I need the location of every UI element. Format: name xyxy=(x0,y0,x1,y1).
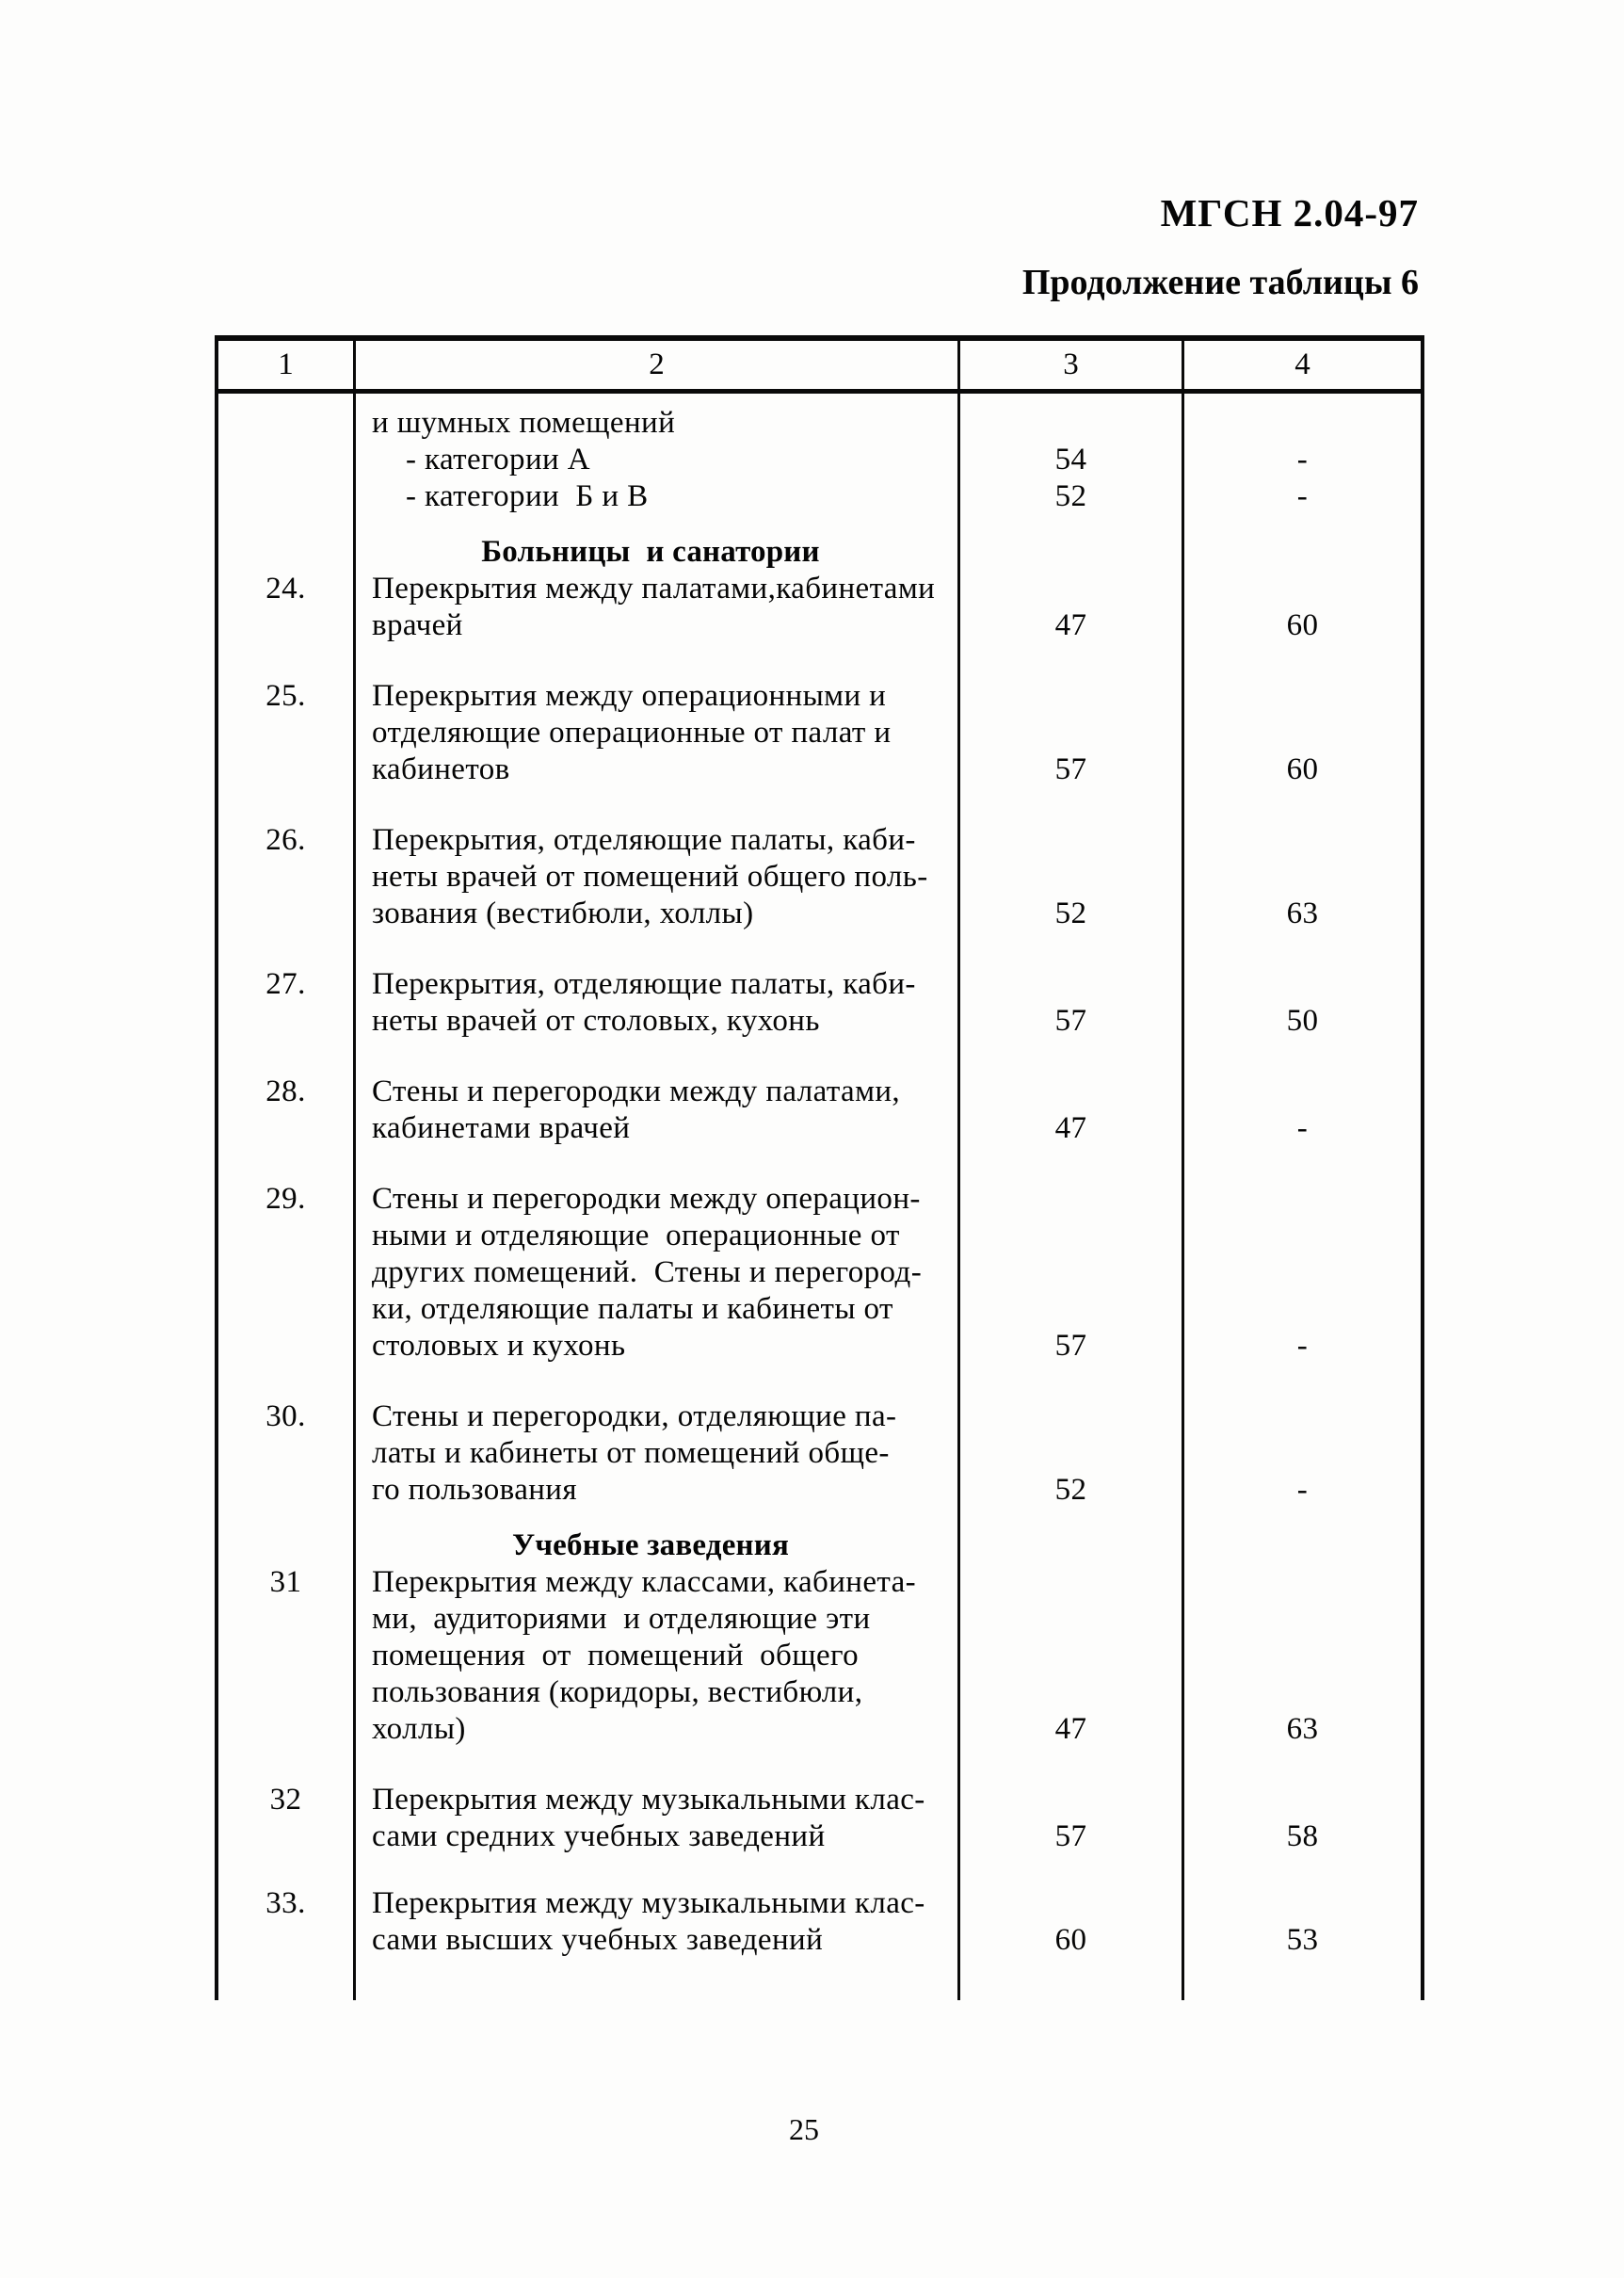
row-text-cell xyxy=(356,644,960,788)
row-text-line: - категории Б и В xyxy=(406,479,649,513)
value-col3: 54 xyxy=(1054,443,1087,477)
row-text-cell xyxy=(356,1855,960,1959)
row-text-line: ми, аудиториями и отделяющие эти xyxy=(372,1602,871,1636)
row-text-cell xyxy=(356,478,960,515)
row-text-cell xyxy=(356,932,960,1040)
row-text-line: Перекрытия между классами, кабинета- xyxy=(372,1565,917,1599)
value-cell-col3 xyxy=(960,1748,1184,1855)
row-text-line: кабинетов xyxy=(372,752,510,786)
value-col3: 60 xyxy=(1054,1923,1087,1957)
value-col3: 52 xyxy=(1054,897,1087,930)
value-cell-col3 xyxy=(960,788,1184,932)
row-text-cell xyxy=(356,1748,960,1855)
row-text-line: Перекрытия между операционными и xyxy=(372,679,887,713)
value-cell-col4 xyxy=(1184,1040,1421,1147)
row-number: 32 xyxy=(269,1783,302,1817)
value-col4: - xyxy=(1296,1111,1309,1145)
column-header-2: 2 xyxy=(356,341,960,389)
column-header-3: 3 xyxy=(960,341,1184,389)
value-col4: - xyxy=(1296,443,1309,477)
row-text-line: пользования (коридоры, вестибюли, xyxy=(372,1675,863,1709)
section-heading: Учебные заведения xyxy=(511,1528,790,1562)
value-col4: - xyxy=(1296,479,1309,513)
row-number: 27. xyxy=(265,967,306,1001)
row-text-cell xyxy=(356,1365,960,1509)
value-cell-col4 xyxy=(1184,1147,1421,1365)
value-cell-col4 xyxy=(1184,1564,1421,1748)
row-text-line: кабинетами врачей xyxy=(372,1111,631,1145)
value-cell-col3 xyxy=(960,932,1184,1040)
row-text-cell xyxy=(356,442,960,478)
value-cell-col4 xyxy=(1184,1748,1421,1855)
filler-cell xyxy=(218,1959,356,2000)
row-text-line: Стены и перегородки, отделяющие па- xyxy=(372,1399,897,1433)
value-cell-col3 xyxy=(960,1147,1184,1365)
value-col4: - xyxy=(1296,1473,1309,1507)
value-cell-col3 xyxy=(960,1564,1184,1748)
value-col3: 47 xyxy=(1054,1111,1087,1145)
value-cell-col4 xyxy=(1184,1509,1421,1564)
value-col3: 47 xyxy=(1054,608,1087,642)
row-text-cell xyxy=(356,1040,960,1147)
row-text-line: Перекрытия между музыкальными клас- xyxy=(372,1783,925,1817)
value-col4: 63 xyxy=(1286,897,1319,930)
row-text-line: Перекрытия между палатами,кабинетами xyxy=(372,572,936,606)
row-number: 25. xyxy=(265,679,306,713)
value-cell-col4 xyxy=(1184,394,1421,442)
value-col4: 58 xyxy=(1286,1819,1319,1853)
section-heading: Больницы и санатории xyxy=(481,535,820,569)
row-number: 24. xyxy=(265,572,306,606)
row-text-line: Перекрытия, отделяющие палаты, каби- xyxy=(372,823,916,857)
value-cell-col4 xyxy=(1184,478,1421,515)
row-text-cell xyxy=(356,394,960,442)
row-number-cell xyxy=(218,1748,356,1855)
row-text-line: сами средних учебных заведений xyxy=(372,1819,826,1853)
value-col3: 57 xyxy=(1054,1819,1087,1853)
value-cell-col3 xyxy=(960,571,1184,644)
row-number: 29. xyxy=(265,1182,306,1216)
value-col3: 52 xyxy=(1054,479,1087,513)
row-number-cell xyxy=(218,571,356,644)
row-text-line: латы и кабинеты от помещений обще- xyxy=(372,1436,890,1470)
row-number-cell xyxy=(218,788,356,932)
value-cell-col4 xyxy=(1184,1855,1421,1959)
value-cell-col3 xyxy=(960,1855,1184,1959)
filler-cell xyxy=(960,1959,1184,2000)
row-number: 26. xyxy=(265,823,306,857)
value-cell-col3 xyxy=(960,478,1184,515)
value-cell-col4 xyxy=(1184,788,1421,932)
filler-cell xyxy=(1184,1959,1421,2000)
row-text-line: неты врачей от столовых, кухонь xyxy=(372,1004,820,1038)
row-text-line: неты врачей от помещений общего поль- xyxy=(372,860,928,894)
value-cell-col4 xyxy=(1184,932,1421,1040)
value-col3: 47 xyxy=(1054,1712,1087,1746)
value-col4: 60 xyxy=(1286,752,1319,786)
section-heading-cell xyxy=(356,1509,960,1564)
value-col3: 57 xyxy=(1054,752,1087,786)
row-text-line: Стены и перегородки между операцион- xyxy=(372,1182,921,1216)
row-number-cell xyxy=(218,644,356,788)
row-number-cell xyxy=(218,1365,356,1509)
row-number-cell xyxy=(218,1509,356,1564)
row-number-cell xyxy=(218,1564,356,1748)
row-number-cell xyxy=(218,932,356,1040)
row-number: 30. xyxy=(265,1399,306,1433)
value-cell-col3 xyxy=(960,515,1184,571)
row-number-cell xyxy=(218,1147,356,1365)
table-caption: Продолжение таблицы 6 xyxy=(1021,263,1419,302)
row-text-line: столовых и кухонь xyxy=(372,1329,626,1363)
value-col4: 63 xyxy=(1286,1712,1319,1746)
row-number-cell xyxy=(218,442,356,478)
value-col4: 60 xyxy=(1286,608,1319,642)
row-number-cell xyxy=(218,515,356,571)
value-cell-col3 xyxy=(960,1509,1184,1564)
row-text-line: врачей xyxy=(372,608,463,642)
row-number: 31 xyxy=(269,1565,302,1599)
row-text-line: сами высших учебных заведений xyxy=(372,1923,824,1957)
row-text-line: ными и отделяющие операционные от xyxy=(372,1219,900,1252)
value-cell-col3 xyxy=(960,1040,1184,1147)
row-text-line: Перекрытия, отделяющие палаты, каби- xyxy=(372,967,916,1001)
value-cell-col3 xyxy=(960,644,1184,788)
row-number-cell xyxy=(218,1855,356,1959)
table-header-row xyxy=(218,341,1421,394)
row-text-line: отделяющие операционные от палат и xyxy=(372,716,892,750)
row-text-line: и шумных помещений xyxy=(372,406,676,440)
row-number: 33. xyxy=(265,1886,306,1920)
value-cell-col3 xyxy=(960,394,1184,442)
value-col3: 52 xyxy=(1054,1473,1087,1507)
row-text-line: Перекрытия между музыкальными клас- xyxy=(372,1886,925,1920)
filler-cell xyxy=(356,1959,960,2000)
row-number-cell xyxy=(218,478,356,515)
row-text-line: зования (вестибюли, холлы) xyxy=(372,897,754,930)
row-text-line: помещения от помещений общего xyxy=(372,1639,860,1672)
section-heading-cell xyxy=(356,515,960,571)
row-text-line: го пользования xyxy=(372,1473,577,1507)
row-text-line: холлы) xyxy=(372,1712,466,1746)
value-cell-col4 xyxy=(1184,1365,1421,1509)
value-cell-col4 xyxy=(1184,571,1421,644)
table-body xyxy=(218,394,1421,2000)
row-text-cell xyxy=(356,788,960,932)
value-cell-col3 xyxy=(960,442,1184,478)
row-text-cell xyxy=(356,1147,960,1365)
row-text-cell xyxy=(356,1564,960,1748)
page-number: 25 xyxy=(789,2112,819,2146)
value-col4: 50 xyxy=(1286,1004,1319,1038)
row-text-line: Стены и перегородки между палатами, xyxy=(372,1074,901,1108)
row-text-cell xyxy=(356,571,960,644)
column-header-1: 1 xyxy=(218,341,356,389)
row-text-line: ки, отделяющие палаты и кабинеты от xyxy=(372,1292,893,1326)
column-header-4: 4 xyxy=(1294,347,1310,381)
value-cell-col4 xyxy=(1184,515,1421,571)
value-cell-col4 xyxy=(1184,442,1421,478)
row-text-line: - категории А xyxy=(406,443,590,477)
row-text-line: других помещений. Стены и перегород- xyxy=(372,1255,923,1289)
table xyxy=(215,335,1424,2000)
value-col4: - xyxy=(1296,1329,1309,1363)
value-col3: 57 xyxy=(1054,1004,1087,1038)
row-number-cell xyxy=(218,1040,356,1147)
value-cell-col4 xyxy=(1184,644,1421,788)
value-cell-col3 xyxy=(960,1365,1184,1509)
doc-code: МГСН 2.04-97 xyxy=(1160,191,1419,234)
row-number: 28. xyxy=(265,1074,306,1108)
value-col4: 53 xyxy=(1286,1923,1319,1957)
row-number-cell xyxy=(218,394,356,442)
value-col3: 57 xyxy=(1054,1329,1087,1363)
